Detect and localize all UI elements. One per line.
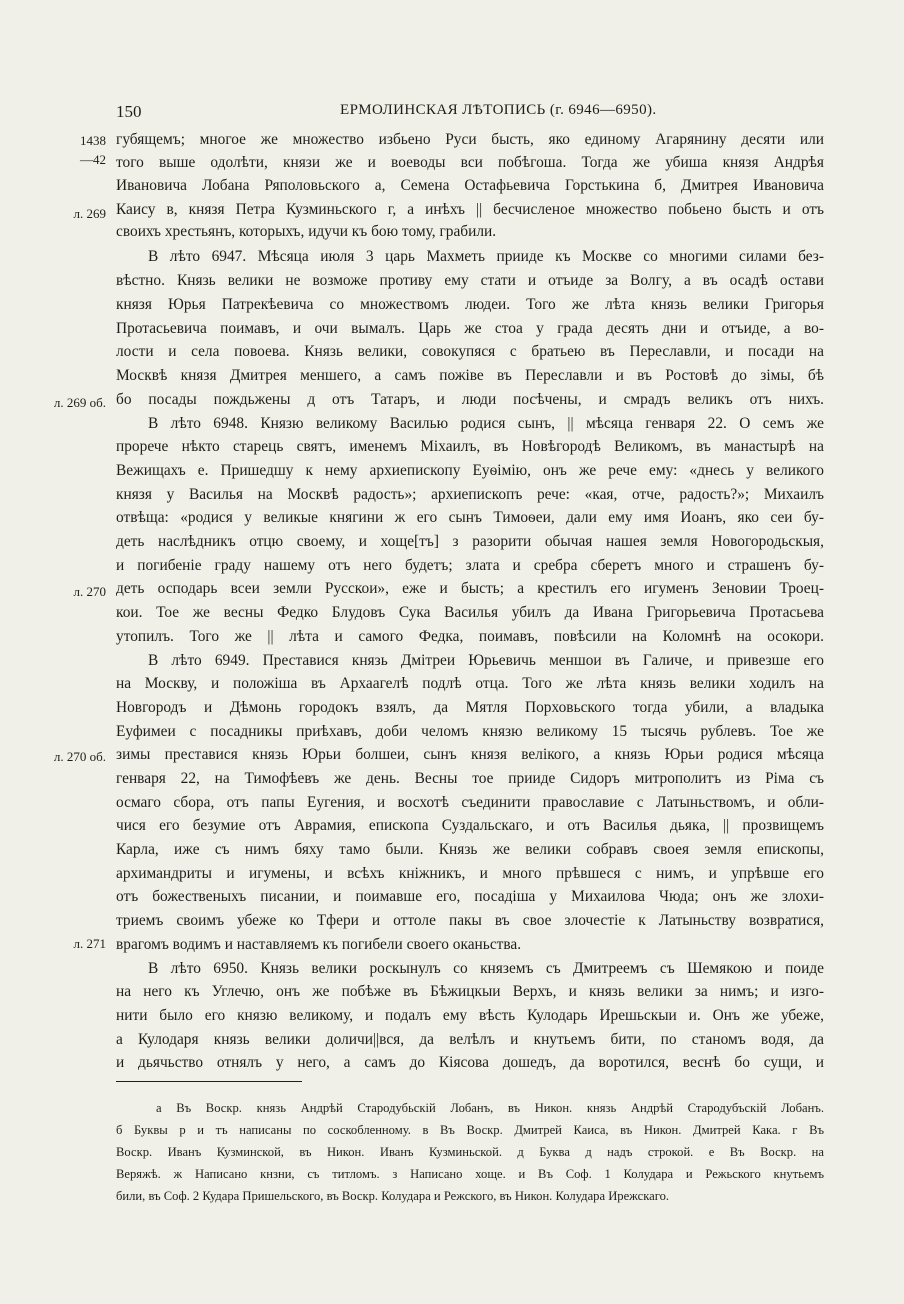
text-line: Москвѣ князя Дмитрея меншего, а самъ пожiве въ Переславли и въ Ростовѣ до зiмы, бѣ — [116, 367, 824, 384]
text-line: Ивановича Лобана Ряполовьского а, Семена Остафьевича Горстькина б, Дмитрея Ивановича — [116, 177, 824, 194]
text-line: а Кулодаря князь велики доличи||вся, да велѣлъ и кнутьемъ бити, по станомъ водя, да — [116, 1031, 824, 1048]
text-line: Протасьевича поимавъ, и очи вымалъ. Царь же стоа у града десять дни и отъиде, а во- — [116, 320, 824, 337]
text-line: осмаго сбора, отъ папы Еугения, и восхотѣ съединити православие с Латыньствомъ, и обли- — [116, 794, 824, 811]
text-line: вѣстно. Князь велики не возможе противу ему стати и отъиде за Волгу, а въ осадѣ остави — [116, 272, 824, 289]
text-line: утопилъ. Того же || лѣта и самого Федка, поимавъ, повѣсили на Коломнѣ на осокори. — [116, 628, 824, 645]
text-line: В лѣто 6949. Преставися князь Дмiтреи Юрьевичь меншои въ Галиче, и привезше его — [148, 652, 824, 669]
text-line: князя у Василья на Москвѣ радость»; архиепископъ рече: «кая, отче, радость?»; Михаилъ — [116, 486, 824, 503]
text-line: прорече нѣкто старець святъ, именемъ Мiхаилъ, въ Новѣгородѣ Великомъ, въ манастырѣ на — [116, 438, 824, 455]
margin-note: л. 269 — [73, 206, 106, 221]
text-line: архимандриты и игумены, и всѣхъ кнiжникъ, и много прѣвшеся с нимъ, и упрѣвше его — [116, 865, 824, 882]
margin-note: 1438 — [80, 133, 106, 148]
text-line: лости и села повоева. Князь велики, совокупяся с братьею въ Переславли, и посади на — [116, 343, 824, 360]
text-line: генваря 22, на Тимофѣевъ же день. Весны тое прииде Сидоръ митрополитъ из Рiма съ — [116, 770, 824, 787]
text-line: деть наслѣдникъ отцю своему, и хоще[тъ] з разорити обычая нашея земля Новогородьскыя, — [116, 533, 824, 550]
text-line: бо посады пождьжены д отъ Татаръ, и люди посѣчены, и смрадъ великъ отъ нихъ. — [116, 391, 824, 408]
margin-note: л. 270 — [73, 584, 106, 599]
text-line: отвѣща: «родися у великые княгини ж его сынъ Тимоѳеи, дали ему имя Иоанъ, яко сеи бу- — [116, 509, 824, 526]
text-line: Карла, иже съ нимъ бяху тамо были. Князь же велики собравъ своея земля епископы, — [116, 841, 824, 858]
text-line: губящемъ; многое же множество избьено Руси бысть, яко единому Агарянину десяти или — [116, 131, 824, 148]
text-line: князя Юрья Патрекѣевича со множествомъ людеи. Того же лѣта князь велики Григорья — [116, 296, 824, 313]
text-line: В лѣто 6947. Мѣсяца июля 3 царь Махметь прииде къ Москве со многими силами без- — [148, 248, 824, 265]
footnote-line: Веряжѣ. ж Написано кнзни, съ титломъ. з Написано хоще. и Въ Соф. 1 Колудара и Режьского кнутьемъ — [116, 1167, 824, 1181]
text-line: Новгородъ и Дѣмонь городокъ взялъ, да Мятля Порховьского тогда убили, а владыка — [116, 699, 824, 716]
margin-note: л. 271 — [73, 936, 106, 951]
text-line: врагомъ водимъ и наставляемъ къ погибели своего оканьства. — [116, 936, 522, 953]
footnote-line: б Буквы р и тъ написаны по соскобленному. в Въ Воскр. Дмитрей Каиса, въ Никон. Дмитрей Кака. г Въ — [116, 1123, 824, 1137]
text-line: и дьячьство отнялъ у него, а самъ до Кiясова дошедъ, да воротился, веснѣ бо сущи, и — [116, 1054, 824, 1071]
text-line: отъ божественыхъ писании, и поимавше его, посадiша у Михаилова Чюда; онъ же злохи- — [116, 888, 824, 905]
text-line: на него къ Углечю, онъ же побѣже въ Бѣжицкыи Верхъ, и князь велики за нимъ; и изго- — [116, 983, 824, 1000]
text-line: В лѣто 6950. Князь велики роскынулъ со княземъ съ Дмитреемъ съ Шемякою и поиде — [148, 960, 824, 977]
footnote-line: Воскр. Иванъ Кузминской, въ Никон. Иванъ Кузминьской. д Буква д надъ строкой. е Въ Воскр. на — [116, 1145, 824, 1159]
text-line: на Москву, и положiша въ Архаагелѣ подлѣ отца. Того же лѣта князь велики ходилъ на — [116, 675, 824, 692]
text-line: чися его безумие отъ Аврамия, епископа Суздальскаго, и отъ Василья дьяка, || прозвищемъ — [116, 817, 824, 834]
text-line: того выше одолѣти, князи же и воеводы вси побѣгоша. Тогда же убиша князя Андрѣя — [116, 154, 824, 171]
footnote-line: били, въ Соф. 2 Кудара Пришельского, въ Воскр. Колудара и Режского, въ Никон. Колудара Ирежскаго. — [116, 1189, 670, 1203]
text-line: Каису в, князя Петра Кузминьского г, а инѣхъ || бесчисленое множество побьено бысть и отъ — [116, 201, 824, 218]
margin-note: —42 — [80, 152, 106, 167]
text-line: своихъ хрестьянъ, которыхъ, идучи къ бою тому, грабили. — [116, 223, 497, 240]
footnote-rule — [116, 1081, 302, 1082]
text-line: зимы преставися князь Юрьи болшеи, сынъ князя велiкого, а князь Юрьи родися мѣсяца — [116, 746, 824, 763]
text-line: Вежищахъ е. Пришедшу к нему архиепископу Еуѳiмiю, онъ же рече ему: «днесь у великого — [116, 462, 824, 479]
footnote-line: а Въ Воскр. князь Андрѣй Стародубьскiй Лобанъ, въ Никон. князь Андрѣй Стародубъскiй Лобанъ. — [156, 1101, 824, 1115]
text-line: деть осподарь всеи земли Русскои», еже и бысть; а крестилъ его игуменъ Зеновии Троец- — [116, 580, 824, 597]
text-line: кои. Тое же весны Федко Блудовъ Сука Василья убилъ да Ивана Григорьевича Протасьева — [116, 604, 824, 621]
running-head: ЕРМОЛИНСКАЯ ЛѢТОПИСЬ (г. 6946—6950). — [340, 102, 657, 118]
text-line: и погибенiе граду нашему отъ него будетъ; злата и сребра сберетъ много и страшенъ бу- — [116, 557, 824, 574]
page-number: 150 — [116, 102, 142, 121]
text-line: триемъ своимъ убеже ко Тфери и оттоле пакы въ свое злочестiе к Латыньству возвратися, — [116, 912, 824, 929]
text-line: Еуфимеи с посадникы приѣхавъ, доби челомъ князю великому 15 тысячь рублевъ. Тое же — [116, 723, 824, 740]
text-line: нити было его князю великому, и подалъ ему вѣсть Кулодарь Ирешьскыи и. Онъ же убеже, — [116, 1007, 824, 1024]
margin-note: л. 269 об. — [53, 395, 106, 410]
text-line: В лѣто 6948. Князю великому Василью родися сынъ, || мѣсяца генваря 22. О семъ же — [148, 415, 824, 432]
margin-note: л. 270 об. — [53, 749, 106, 764]
